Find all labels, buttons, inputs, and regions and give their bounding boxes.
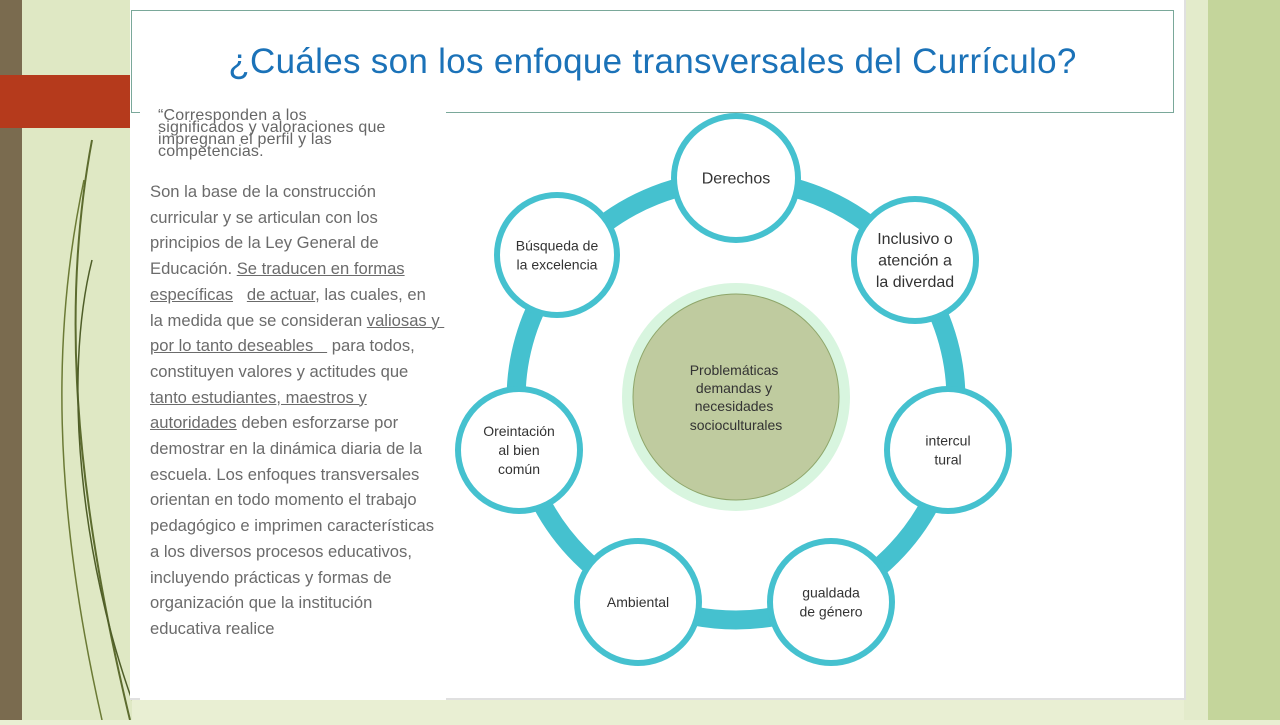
cycle-diagram [440, 105, 1040, 685]
right-decor-bar [1208, 0, 1280, 720]
node-intercultural-label: intercul tural [925, 432, 971, 468]
red-accent-block [0, 75, 132, 128]
body-underlined-run: Se traducen en formas específicas [150, 259, 405, 304]
center-text [690, 362, 783, 433]
center-circle [633, 294, 839, 500]
body-underlined-run: valiosas y por lo tanto deseables [150, 310, 445, 356]
node-igualdad-genero-circle [770, 541, 892, 663]
body-text-run: Son la base de la construcción curricular y se articulan con los principios de la Ley General de Educación. [150, 182, 379, 279]
node-igualdad-genero-label: gualdada de género [799, 584, 863, 620]
node-ambiental-label: Ambiental [606, 593, 670, 610]
body-text-run: para todos, constituyen valores y actitudes que [150, 336, 415, 381]
title-box [131, 10, 1174, 113]
center-line: socioculturales [689, 417, 783, 433]
body-underlined-run: de actuar [246, 284, 316, 304]
node-busqueda-excelencia-label: Búsqueda de la excelencia [515, 237, 599, 273]
body-paragraph [150, 179, 445, 642]
quote-line: “Corresponden a los [158, 107, 307, 124]
quote-line: significados y valoraciones que [158, 119, 386, 136]
quote-text [158, 107, 430, 160]
quote-line: competencias. [158, 143, 264, 160]
slide-title: ¿Cuáles son los enfoque transversales del Currículo? [228, 41, 1077, 81]
node-derechos-label: Derechos [701, 170, 771, 188]
quote-line: impregnan el perfil y las [158, 131, 332, 148]
body-text-run [233, 285, 247, 304]
node-busqueda-excelencia-circle [497, 195, 617, 315]
node-intercultural-circle [887, 389, 1009, 511]
body-underlined-run: tanto estudiantes, maestros y autoridades [150, 387, 367, 433]
center-line: necesidades [694, 398, 774, 414]
body-text-run: , las cuales, en la medida que se consideran [150, 284, 426, 330]
body-text-run: deben esforzarse por demostrar en la dinámica diaria de la escuela. Los enfoques transversales orientan en todo momento el trabajo pedagógico e imprimen características a los diversos procesos educativos, incluyendo prácticas y formas de organización que la institución educativa realice [150, 413, 435, 638]
center-line: demandas y [695, 380, 773, 396]
node-inclusivo-label: Inclusivo o atención a la diverdad [875, 231, 955, 292]
node-bien-comun-label: Oreintación al bien común [483, 423, 555, 477]
right-decor-tint [1184, 0, 1208, 720]
center-line: Problemáticas [689, 362, 779, 378]
